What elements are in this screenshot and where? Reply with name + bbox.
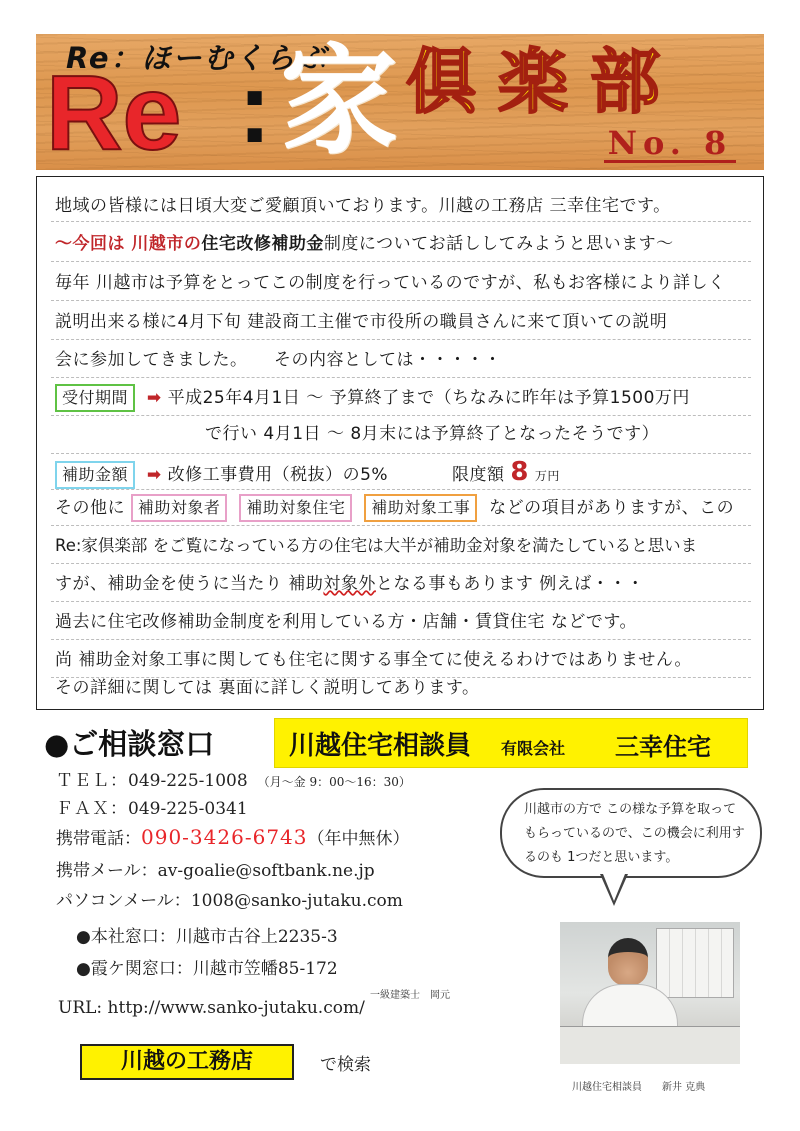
arrow-right-icon: ➡ [146, 465, 162, 485]
photo-desk [560, 1026, 740, 1064]
banner-subtitle: Re：ほーむくらぶ [66, 41, 328, 75]
period-line-2: で行い 4月1日 ～ 8月末には予算終了となったそうです） [205, 424, 660, 444]
banner-club: 倶楽部 [406, 41, 682, 123]
exception-suffix: となる事もあります 例えば・・・ [375, 574, 645, 594]
other-suffix: などの項目がありますが、この [489, 498, 735, 518]
limit-label: 限度額 [451, 465, 505, 485]
mobile-mail-line [56, 860, 375, 882]
other-line [55, 493, 755, 523]
photo-person-head [608, 938, 648, 986]
limit-value: 8 [510, 457, 529, 487]
limit-unit: 万円 [534, 469, 560, 483]
notice-rule [51, 221, 751, 222]
notice-line: 毎年 川越市は予算をとってこの制度を行っているのですが、私もお客様により詳しく [55, 273, 726, 293]
bubble-tail-inner [603, 874, 625, 901]
notice-line: 過去に住宅改修補助金制度を利用している方・店舗・賃貸住宅 などです。 [55, 612, 638, 632]
banner-colon: : [238, 52, 272, 164]
mobile-mail-label: 携帯メール： [56, 861, 158, 881]
tag-target-work: 補助対象工事 [364, 494, 477, 522]
mobile-number[interactable]: 090-3426-6743 [141, 825, 308, 849]
consultant-box [274, 718, 748, 768]
notice-line: 地域の皆様には日頃大変ご愛顧頂いております。川越の工務店 三幸住宅です。 [55, 196, 671, 216]
notice-rule [51, 415, 751, 416]
period-line [55, 383, 755, 413]
tel-label: ＴＥＬ： [56, 771, 128, 791]
fax-label: ＦＡＸ： [56, 799, 128, 819]
header-banner [36, 34, 764, 170]
exception-line [55, 569, 755, 599]
mobile-note: （年中無休） [307, 829, 410, 849]
notice-line: 尚 補助金対象工事に関しても住宅に関する事全てに使えるわけではありません。 [55, 650, 692, 670]
amount-text: 改修工事費用（税抜）の5% [167, 465, 389, 485]
intro-suffix: 制度についてお話ししてみようと思います～ [323, 234, 674, 254]
consultant-title: 川越住宅相談員 [289, 731, 472, 761]
photo-caption: 川越住宅相談員 新井 克典 [572, 1082, 706, 1093]
tag-target-person: 補助対象者 [131, 494, 228, 522]
notice-line: 会に参加してきました。 その内容としては・・・・・ [55, 350, 502, 370]
pc-mail-link[interactable]: 1008@sanko-jutaku.com [190, 891, 403, 911]
banner-re: Re [46, 54, 182, 170]
notice-rule [51, 525, 751, 526]
tel-number[interactable]: 049-225-1008 [128, 771, 248, 791]
notice-rule [51, 563, 751, 564]
pc-mail-label: パソコンメール： [56, 891, 191, 911]
arrow-right-icon: ➡ [146, 388, 162, 408]
notice-line: Re:家倶楽部 をご覧になっている方の住宅は大半が補助金対象を満たしていると思いま [55, 536, 698, 555]
company-type: 有限会社 [501, 739, 566, 758]
office-main: ●本社窓口：川越市古谷上2235-3 [76, 927, 338, 947]
notice-rule [51, 489, 751, 490]
notice-line: 説明出来る様に4月下旬 建設商工主催で市役所の職員さんに来て頂いての説明 [55, 312, 668, 332]
notice-line: その詳細に関しては 裏面に詳しく説明してあります。 [55, 678, 480, 698]
tag-target-house: 補助対象住宅 [239, 494, 352, 522]
pc-mail-line [56, 890, 403, 912]
notice-rule [51, 639, 751, 640]
mobile-line [56, 826, 410, 850]
fax-line [56, 798, 248, 820]
period-text: 平成25年4月1日 ～ 予算終了まで（ちなみに昨年は予算1500万円 [167, 388, 690, 408]
notice-heading [55, 229, 755, 259]
notice-rule [51, 377, 751, 378]
exception-underlined: 対象外 [323, 574, 376, 594]
architect-caption: 一級建築士 岡元 [370, 990, 450, 1001]
consultant-photo [560, 922, 740, 1064]
amount-tag: 補助金額 [55, 461, 135, 489]
office-kasumigaseki: ●霞ケ関窓口：川越市笠幡85-172 [76, 959, 338, 979]
mobile-mail-link[interactable]: av-goalie@softbank.ne.jp [157, 861, 375, 881]
consult-title: ●ご相談窓口 [44, 727, 215, 761]
other-prefix: その他に [55, 498, 125, 518]
website-url[interactable]: URL: http://www.sanko-jutaku.com/ [58, 998, 365, 1018]
bubble-text: 川越市の方で この様な予算を取って もらっているので、この機会に利用するのも 1つだと思います。 [524, 802, 745, 865]
company-name: 三幸住宅 [615, 733, 711, 761]
mobile-label: 携帯電話： [56, 829, 141, 849]
exception-prefix: すが、補助金を使うに当たり 補助 [55, 574, 324, 594]
tel-line [56, 770, 411, 793]
notice-rule [51, 261, 751, 262]
search-text: で検索 [320, 1055, 371, 1075]
notice-rule [51, 453, 751, 454]
notice-box [36, 176, 764, 710]
tel-hours: （月～金 9：00～16：30） [257, 775, 411, 789]
speech-bubble [500, 788, 762, 878]
banner-ie: 家 [280, 34, 399, 170]
photo-whiteboard [656, 928, 734, 998]
intro-prefix: ～今回は 川越市の [55, 234, 202, 254]
notice-rule [51, 339, 751, 340]
period-tag: 受付期間 [55, 384, 135, 412]
issue-number: No. 8 [604, 126, 736, 163]
intro-subsidy: 住宅改修補助金 [201, 234, 324, 254]
search-keyword-box: 川越の工務店 [80, 1044, 294, 1080]
fax-number: 049-225-0341 [128, 799, 248, 819]
amount-line [55, 457, 755, 487]
notice-rule [51, 300, 751, 301]
notice-rule [51, 601, 751, 602]
